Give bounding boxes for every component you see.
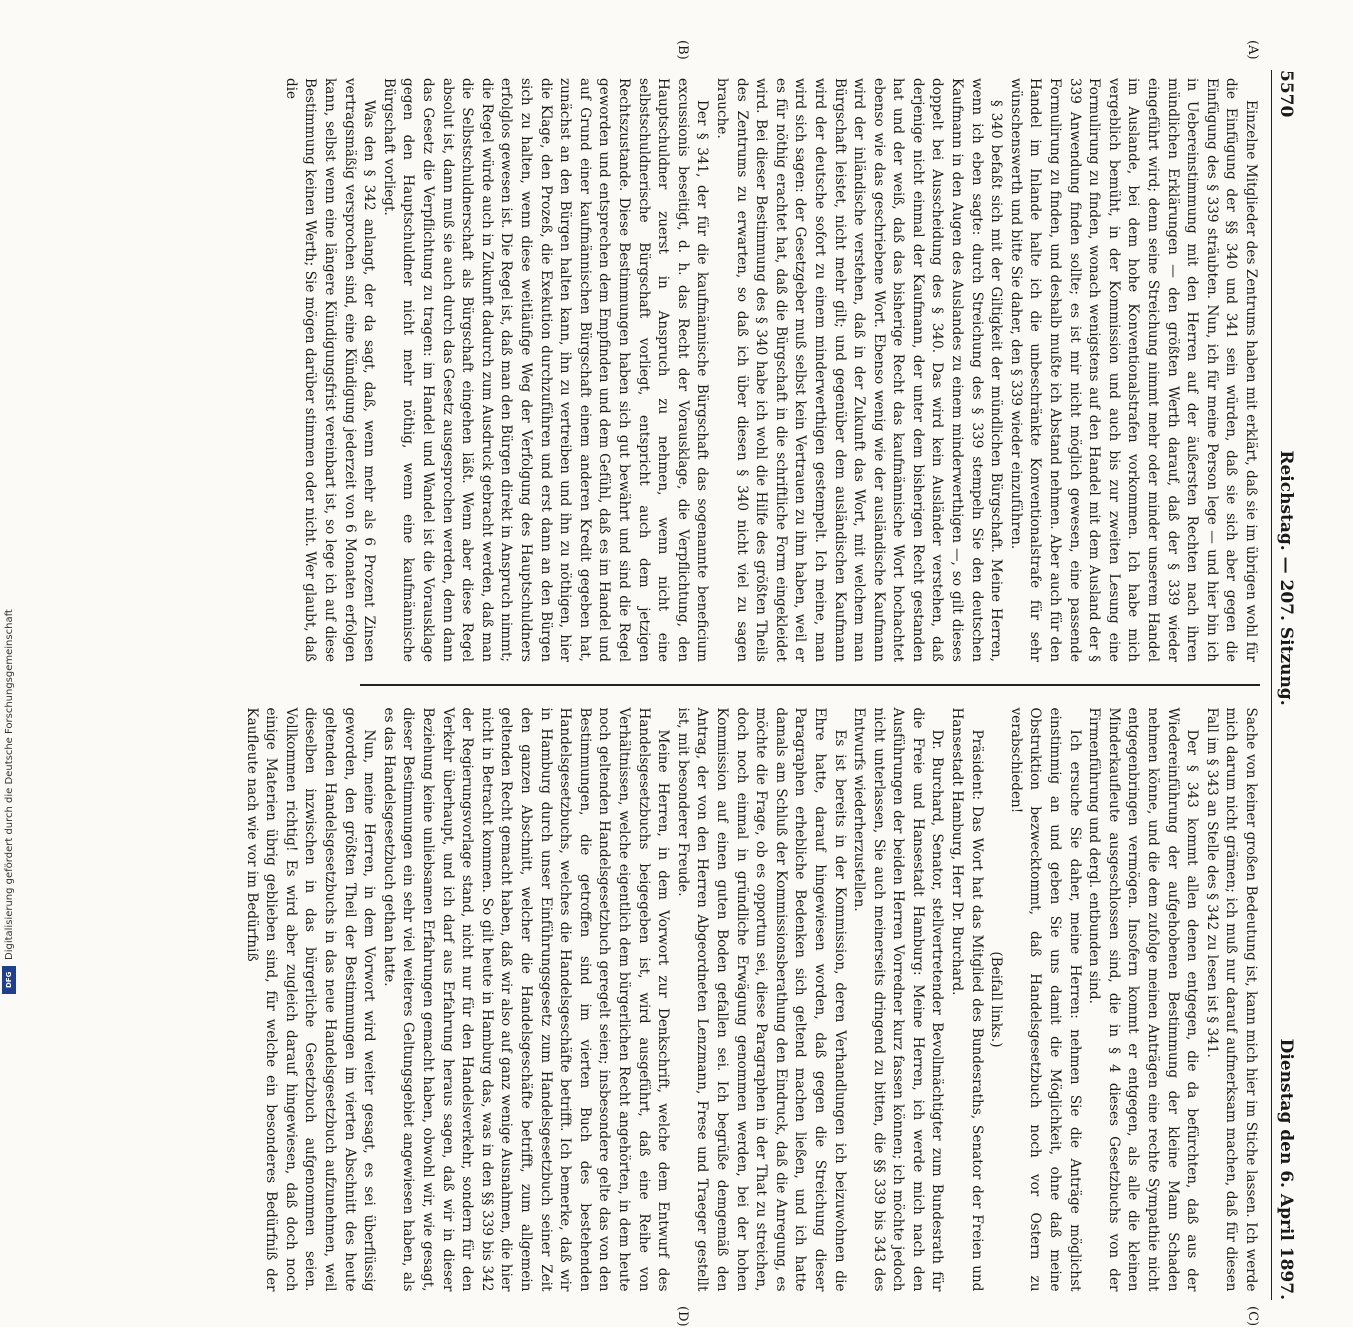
header-title: Reichstag. — 207. Sitzung.	[1276, 450, 1296, 706]
margin-mark-c: (C)	[1245, 1306, 1260, 1327]
paragraph: Meine Herren, in dem Vorwort zur Denkschrift, welche dem Entwurf des Handelsgesetzbuchs beigegeben ist, wird ausgeführt, daß eine Reihe von Verhältnissen, welche eigentlich dem bürgerlichen Recht angehörten, in dem heute noch geltenden Handelsgesetzbuch geregelt seien; insbesondere gelte das von den Bestimmungen, die getroffen sind im vierten Buch des bestehenden Handelsgesetzbuchs, welches die Handelsgeschäfte betrifft. Ich bemerke, daß wir in Hamburg durch unser Einführungsgesetz zum Handelsgesetzbuch seiner Zeit den ganzen Abschnitt, welcher die Handelsgeschäfte betrifft, zum allgemein geltenden Recht gemacht haben, daß wir also auf ganz wenige Ausnahmen, die hier nicht in Betracht kommen. So gilt heute in Hamburg das, was in den §§ 339 bis 342 der Regierungsvorlage stand, nicht nur für den Handelsverkehr, sondern für den Verkehr überhaupt, und ich darf aus Erfahrung heraus sagen, daß wir in dieser Beziehung keine unliebsamen Erfahrungen gemacht haben, obwohl wir, wie gesagt, dieser Bestimmungen ein sehr viel weiteres Geltungsgebiet angewiesen haben, als es das Handelsgesetzbuch gethan hatte.	[380, 707, 672, 1292]
margin-mark-a: (A)	[1245, 40, 1260, 60]
right-column	[243, 700, 1260, 1300]
paragraph: Der § 341, der für die kaufmännische Bürgschaft das sogenannte beneficium excussionis beseitigt, d. h. das Recht der Vorausklage, die Verpflichtung, den Hauptschuldner zuerst in Anspruch zu nehmen, wenn nicht eine selbstschuldnerische Bürgschaft vorliegt, entspricht auch dem jetzigen Rechtszustande. Diese Bestimmungen haben sich gut bewährt und sind die Regel geworden und entsprechen dem Empfinden und dem Gefühl, daß es im Handel und auf Grund einer kaufmännischen Bürgschaft einem anderen Kredit gegeben hat, zunächst an den Bürgen halten kann, ihn zu vertreiben und ihn zu nöthigen, hier die Klage, den Prozeß, die Exekution durchzuführen und erst dann an den Bürgen sich zu halten, wenn diese weitläufige Weg der Verfolgung des Hauptschuldners erfolglos gewesen ist. Die Regel ist, daß man den Bürgen direkt in Anspruch nimmt; die Regel würde auch in Zukunft dadurch zum Ausdruck gebracht werden, daß man die Selbstschuldnerschaft als Bürgschaft eingehen läßt. Wenn aber diese Regel absolut ist, dann muß sie auch durch das Gesetz ausgesprochen werden, denn dann das Gesetz die Verpflichtung zu tragen: im Handel und Wandel ist die Vorausklage gegen den Hauptschuldner nicht mehr nöthig, wenn eine kaufmännische Bürgschaft vorliegt.	[380, 78, 711, 662]
paragraph: Ich ersuche Sie daher, meine Herren: nehmen Sie die Anträge möglichst einstimmig an und geben Sie uns damit die Möglichkeit, ohne daß meine Obstruktion bezwecktommt, daß Handelsgesetzbuch noch vor Ostern zu verabschieden!	[1007, 707, 1083, 1292]
applause-note: (Beifall links.)	[988, 951, 1005, 1048]
speaker-intro: Präsident: Das Wort hat das Mitglied des Bundesraths, Senator der Freien und Hansestadt Hamburg, Herr Dr. Burchard.	[949, 707, 985, 1292]
margin-mark-b: (B)	[675, 40, 690, 60]
paragraph: Der § 343 kommt allen denen entgegen, die da befürchten, daß aus der Wiedereinführung der aufgehobenen Bestimmung der kleine Mann Schaden nehmen könne, und die dem zufolge meinen Anträgen eine rechte Sympathie nicht entgegenbringen vermögen. Insofern kommt er entgegen, als alle die kleinen Minderkaufleute ausgeschlossen sind, die in § 4 dieses Gesetzbuchs von der Firmenführung und dergl. entbunden sind.	[1086, 707, 1201, 1292]
left-column	[282, 70, 1260, 670]
paragraph: Sache von keiner großen Bedeutung ist, kann mich hier im Stiche lassen. Ich werde mich darum nicht grämen; ich muß nur darauf aufmerksam machen, daß für diesen Fall im § 343 an Stelle des § 342 zu lesen ist § 341.	[1203, 707, 1259, 1292]
digitization-credit: Digitalisierung gefördert durch die Deutsche Forschungsgemeinschaft	[4, 609, 15, 960]
dfg-logo: DFG	[2, 966, 16, 994]
speaker-paragraph: Dr. Burchard, Senator, stellvertretender Bevollmächtigter zum Bundesrath für die Freie und Hansestadt Hamburg: Meine Herren, ich werde mich nach den Ausführungen der beiden Herren Vorredner kurz fassen können; ich möchte jedoch nicht unterlassen, Sie auch meinerseits dringend zu bitten, die §§ 339 bis 343 des Entwurfs wiederherzustellen.	[851, 707, 946, 1292]
column-divider	[360, 684, 1260, 686]
header-date: Dienstag den 6. April 1897.	[1276, 1038, 1296, 1300]
page-number: 5570	[1276, 70, 1296, 118]
paragraph: Einzelne Mitglieder des Zentrums haben mit erklärt, daß sie im übrigen wohl für die Einfügung der §§ 340 und 341 sein würden, daß sie sich aber gegen die Einfügung des § 339 sträubten. Nun, ich für meine Person lege — und hier bin ich in Uebereinstimmung mit den Herren auf der äußersten Rechten nach ihren mündlichen Erklärungen — den größten Werth darauf, daß der § 339 wieder eingeführt wird; denn seine Streichung nimmt mehr oder minder unserem Handel im Auslande, bei dem hohe Konventionalstrafen vorkommen. Ich habe mich vergeblich bemüht, in der Kommission und auch bis zur zweiten Lesung eine Formulirung zu finden, wonach wenigstens auf den Handel mit dem Ausland der § 339 Anwendung finden sollte; es ist mir nicht möglich gewesen, eine passende Formulirung zu finden, und deshalb mußte ich Abstand nehmen. Aber auch für den Handel im Inlande halte ich die unbeschränkte Konventionalstrafe für sehr wünschenswerth und bitte Sie daher, den § 339 wieder einzuführen.	[1007, 78, 1259, 662]
page-header	[1271, 70, 1300, 1300]
document-page	[0, 40, 1300, 1327]
paragraph: § 340 befaßt sich mit der Giltigkeit der mündlichen Bürgschaft. Meine Herren, wenn ich eben sagte: durch Streichung des § 339 stempeln Sie den deutschen Kaufmann in den Augen des Auslandes zu einem minderwerthigen —, so gilt dieses doppelt bei Ausscheidung des § 340. Das wird kein Ausländer verstehen, daß derjenige nicht einmal der Kaufmann, der unter dem bisherigen Recht gestanden hat und der weiß, daß das bisherige Recht das kaufmännische Wort hochachtet ebenso wie das geschriebene Wort. Ebenso wenig wie der ausländische Kaufmann wird der inländische verstehen, daß in der Zukunft das Wort, mit welchem man Bürgschaft leistet, nicht mehr gilt; und gegenüber dem ausländischen Kaufmann wird der deutsche sofort zu einem minderwerthigen gestempelt. Ich meine, man wird sich sagen: der Gesetzgeber muß selbst kein Vertrauen zu ihm haben, weil er es für nöthig erachtet hat, daß die Bürgschaft in die schriftliche Form eingekleidet wird. Bei dieser Bestimmung des § 340 habe ich wohl die Hilfe des größten Theils des Zentrums zu erwarten, so daß ich über diesen § 340 nicht viel zu sagen brauche.	[713, 78, 1005, 662]
paragraph: Nun, meine Herren, in dem Vorwort wird weiter gesagt, es sei überflüssig geworden, den größten Theil der Bestimmungen im vierten Abschnitt des heute geltenden Handelsgesetzbuchs in das neue Handelsgesetzbuch aufzunehmen, weil dieselben inzwischen in das bürgerliche Gesetzbuch aufgenommen seien. Vollkommen richtig! Es wird aber zugleich darauf hingewiesen, daß doch noch einige Materien übrig geblieben sind, für welche ein besonderes Bedürfniß der Kaufleute nach wie vor im Bedürfniß	[243, 707, 378, 1292]
paragraph: Es ist bereits in der Kommission, deren Verhandlungen ich beizuwohnen die Ehre hatte, darauf hingewiesen worden, daß gegen die Streichung dieser Paragraphen erhebliche Bedenken sich geltend machen ließen, und ich hatte damals am Schluß der Kommissionsberathung den Eindruck, daß die Anregung, es möchte die Frage, ob es opportun sei, diese Paragraphen in der That zu streichen, doch noch einmal in gründliche Erwägung genommen werden, bei der hohen Kommission auf einen guten Boden gefallen sei. Ich begrüße demgemäß den Antrag, der von den Herren Abgeordneten Lenzmann, Frese und Traeger gestellt ist, mit besonderer Freude.	[674, 707, 848, 1292]
text-columns	[243, 70, 1260, 1300]
paragraph: Was den § 342 anlangt, der da sagt, daß, wenn mehr als 6 Prozent Zinsen vertragsmäßig versprochen sind, eine Kündigung jederzeit von 6 Monaten erfolgen kann, selbst wenn eine längere Kündigungsfrist vereinbart ist, so lege ich auf diese Bestimmung keinen Werth; Sie mögen darüber stimmen oder nicht. Wer glaubt, daß die	[282, 78, 378, 662]
margin-mark-d: (D)	[675, 1306, 690, 1327]
